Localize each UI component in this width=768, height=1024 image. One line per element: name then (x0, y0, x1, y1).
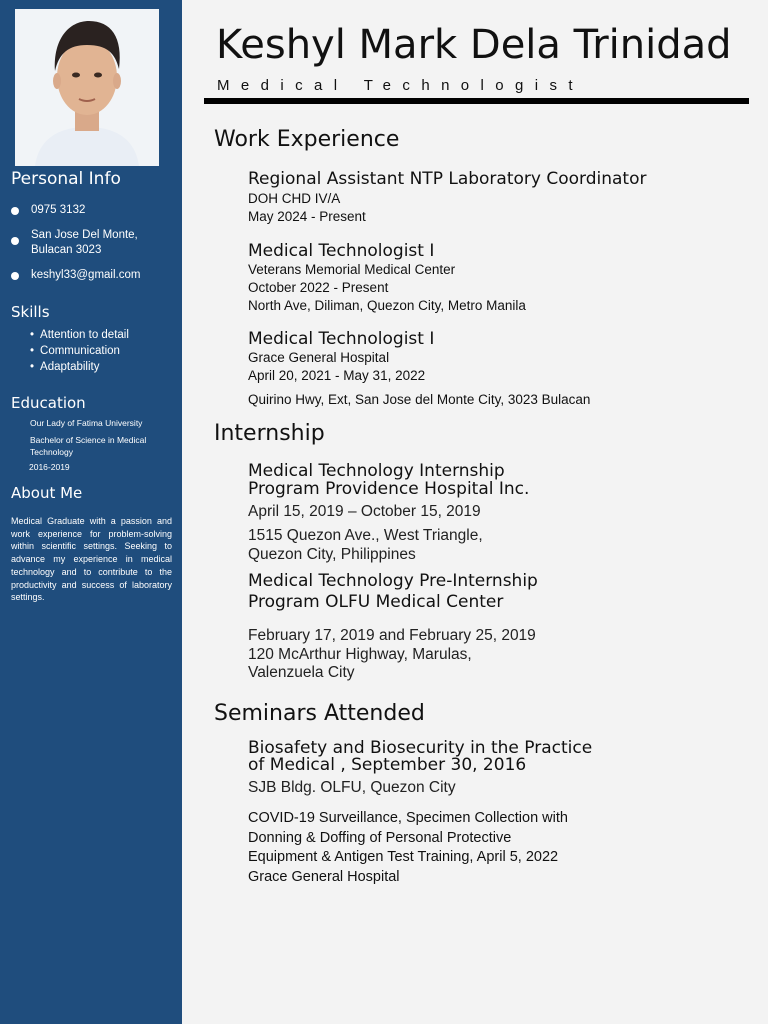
work-heading: Work Experience (214, 127, 400, 152)
job-address: North Ave, Diliman, Quezon City, Metro Manila (248, 298, 526, 313)
seminar-venue: Grace General Hospital (248, 869, 400, 885)
seminar-title: Biosafety and Biosecurity in the Practice (248, 738, 593, 758)
job-title: Medical Technologist I (248, 329, 435, 349)
skill-item: • Adaptability (30, 359, 129, 375)
job-org: Veterans Memorial Medical Center (248, 262, 456, 277)
skills-list (30, 327, 129, 375)
internship-address: 1515 Quezon Ave., West Triangle, (248, 527, 483, 544)
job-date: October 2022 - Present (248, 280, 389, 295)
job-title: Regional Assistant NTP Laboratory Coordinator (248, 169, 647, 189)
seminar-title: COVID-19 Surveillance, Specimen Collection with (248, 810, 568, 826)
internship-address: Valenzuela City (248, 664, 355, 681)
seminar-title: Equipment & Antigen Test Training, April 5, 2022 (248, 849, 559, 865)
job-org: DOH CHD IV/A (248, 191, 341, 206)
email-icon (11, 272, 19, 280)
internship-date: February 17, 2019 and February 25, 2019 (248, 627, 536, 644)
skill-item: • Communication (30, 343, 129, 359)
seminar-venue: SJB Bldg. OLFU, Quezon City (248, 779, 456, 796)
internship-title: Program OLFU Medical Center (248, 592, 504, 612)
internship-title: Medical Technology Internship (248, 461, 505, 481)
skill-item: • Attention to detail (30, 327, 129, 343)
candidate-name: Keshyl Mark Dela Trinidad (216, 22, 732, 68)
seminar-title: Donning & Doffing of Personal Protective (248, 830, 512, 846)
phone-icon (11, 207, 19, 215)
internship-date: April 15, 2019 – October 15, 2019 (248, 503, 481, 520)
header-divider (204, 98, 749, 104)
education-years: 2016-2019 (29, 462, 70, 472)
candidate-role: Medical Technologist (217, 77, 584, 94)
job-org: Grace General Hospital (248, 350, 390, 365)
contact-email: keshyl33@gmail.com (11, 268, 176, 283)
location-icon (11, 237, 19, 245)
profile-photo (15, 9, 159, 166)
internship-address: 120 McArthur Highway, Marulas, (248, 646, 472, 663)
job-date: April 20, 2021 - May 31, 2022 (248, 368, 426, 383)
skills-heading: Skills (11, 303, 50, 321)
job-title: Medical Technologist I (248, 241, 435, 261)
education-degree: Bachelor of Science in Medical Technology (30, 435, 147, 457)
personal-info-heading: Personal Info (11, 169, 121, 189)
seminars-heading: Seminars Attended (214, 701, 425, 726)
internship-heading: Internship (214, 421, 325, 446)
internship-title: Program Providence Hospital Inc. (248, 479, 530, 499)
sidebar (0, 0, 182, 1024)
job-address: Quirino Hwy, Ext, San Jose del Monte City, 3023 Bulacan (248, 392, 591, 407)
contact-address: San Jose Del Monte, Bulacan 3023 (11, 228, 176, 258)
job-date: May 2024 - Present (248, 209, 366, 224)
about-text: Medical Graduate with a passion and work experience for problem-solving within scientific settings. Seeking to advance my experience in medical technology and to contribute to the productivity and success of laboratory settings. (11, 516, 172, 603)
internship-address: Quezon City, Philippines (248, 546, 416, 563)
education-heading: Education (11, 394, 86, 412)
about-heading: About Me (11, 484, 83, 502)
contact-phone: 0975 3132 (11, 203, 176, 218)
seminar-title: of Medical , September 30, 2016 (248, 755, 527, 775)
internship-title: Medical Technology Pre-Internship (248, 571, 538, 591)
education-school: Our Lady of Fatima University (30, 418, 143, 428)
